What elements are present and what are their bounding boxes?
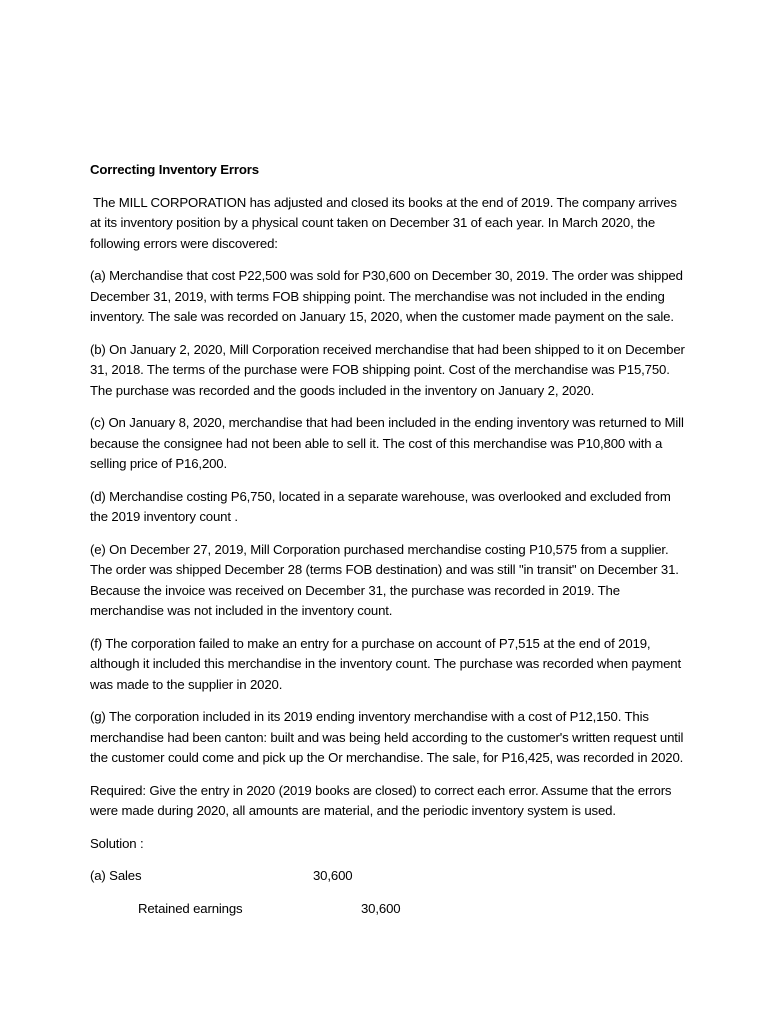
credit-account: Retained earnings (138, 900, 243, 916)
credit-amount: 30,600 (361, 900, 401, 916)
debit-account: (a) Sales (90, 868, 142, 883)
journal-entry-debit-row (90, 866, 690, 887)
error-item-f: (f) The corporation failed to make an entry for a purchase on account of P7,515 at the end of 2019, although it included this merchandise in the inventory count. The purchase was recorded when payment was made to the supplier in 2020. (90, 635, 682, 692)
error-item-c: (c) On January 8, 2020, merchandise that had been included in the ending inventory was returned to Mill because the consignee had not been able to sell it. The cost of this merchandise was P10,800 with a selling price of P16,200. (90, 415, 684, 471)
error-item-a: (a) Merchandise that cost P22,500 was sold for P30,600 on December 30, 2019. The order was shipped December 31, 2019, with terms FOB shipping point. The merchandise was not included in the ending inventory. The sale was recorded on January 15, 2020, when the customer made payment on the sale. (90, 268, 683, 324)
required-paragraph: Required: Give the entry in 2020 (2019 books are closed) to correct each error. Assume that the errors were made during 2020, all amounts are material, and the periodic inventory system is used. (90, 782, 672, 818)
error-item-g: (g) The corporation included in its 2019 ending inventory merchandise with a cost of P12,150. This merchandise had been canton: built and was being held according to the customer's written request until the customer could come and pick up the Or merchandise. The sale, for P16,425, was recorded in 2020. (90, 709, 684, 765)
journal-entry-credit-row (90, 899, 690, 920)
error-item-b: (b) On January 2, 2020, Mill Corporation received merchandise that had been shipped to it on December 31, 2018. The terms of the purchase were FOB shipping point. Cost of the merchandise was P15,750. The purchase was recorded and the goods included in the inventory on January 2, 2020. (90, 341, 685, 398)
debit-amount: 30,600 (313, 868, 353, 883)
document-title: Correcting Inventory Errors (90, 162, 259, 177)
intro-paragraph: The MILL CORPORATION has adjusted and closed its books at the end of 2019. The company arrives at its inventory position by a physical count taken on December 31 of each year. In March 2020, the following errors were discovered: (90, 194, 677, 251)
error-item-e: (e) On December 27, 2019, Mill Corporation purchased merchandise costing P10,575 from a supplier. The order was shipped December 28 (terms FOB destination) and was still "in transit" on December 31. Because the invoice was received on December 31, the purchase was recorded in 2019. The merchandise was not included in the inventory count. (90, 541, 679, 618)
document-body (90, 160, 690, 919)
error-item-d: (d) Merchandise costing P6,750, located in a separate warehouse, was overlooked and excluded from the 2019 inventory count . (90, 488, 671, 524)
entry-spacer (90, 887, 690, 899)
solution-label: Solution : (90, 835, 144, 851)
